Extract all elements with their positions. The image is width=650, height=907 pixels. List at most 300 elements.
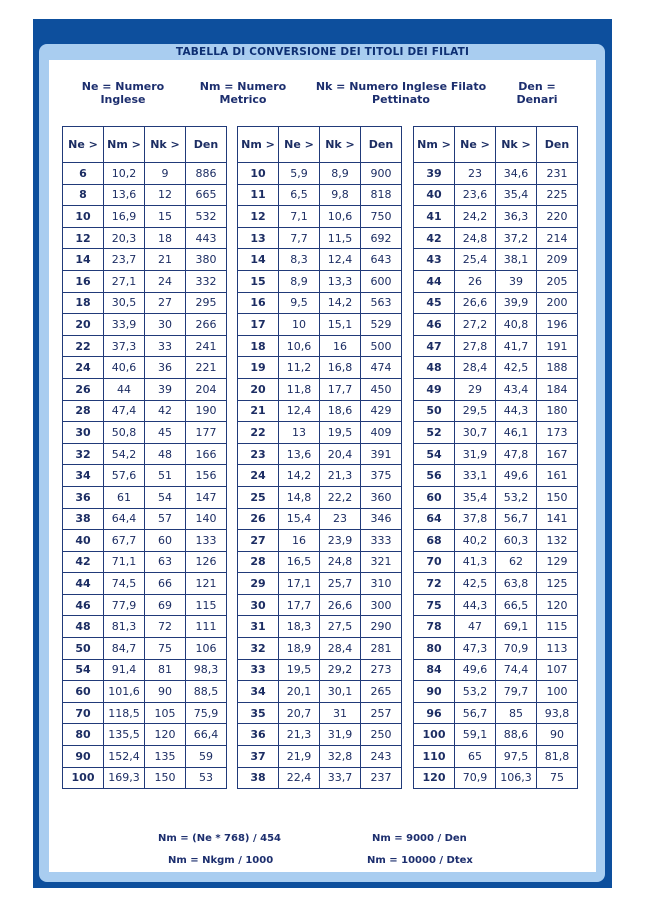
value-cell: 20,4 bbox=[320, 443, 361, 465]
value-cell: 27,1 bbox=[104, 270, 145, 292]
value-cell: 241 bbox=[186, 335, 227, 357]
value-cell: 90 bbox=[145, 681, 186, 703]
table-row bbox=[63, 378, 227, 400]
value-cell: 273 bbox=[361, 659, 402, 681]
key-cell: 26 bbox=[63, 378, 104, 400]
table-row bbox=[63, 767, 227, 789]
value-cell: 12,4 bbox=[279, 400, 320, 422]
table-row bbox=[238, 486, 402, 508]
value-cell: 69,1 bbox=[496, 616, 537, 638]
value-cell: 13,6 bbox=[279, 443, 320, 465]
value-cell: 62 bbox=[496, 551, 537, 573]
key-cell: 25 bbox=[238, 486, 279, 508]
table-row bbox=[238, 357, 402, 379]
table-row bbox=[63, 465, 227, 487]
value-cell: 295 bbox=[186, 292, 227, 314]
value-cell: 237 bbox=[361, 767, 402, 789]
value-cell: 156 bbox=[186, 465, 227, 487]
table-row bbox=[63, 314, 227, 336]
value-cell: 28,4 bbox=[320, 638, 361, 660]
value-cell: 750 bbox=[361, 206, 402, 228]
value-cell: 16,8 bbox=[320, 357, 361, 379]
value-cell: 310 bbox=[361, 573, 402, 595]
value-cell: 23,9 bbox=[320, 530, 361, 552]
key-cell: 45 bbox=[414, 292, 455, 314]
key-cell: 48 bbox=[414, 357, 455, 379]
key-cell: 15 bbox=[238, 270, 279, 292]
value-cell: 26 bbox=[455, 270, 496, 292]
table-row bbox=[63, 335, 227, 357]
value-cell: 56,7 bbox=[455, 702, 496, 724]
key-cell: 34 bbox=[63, 465, 104, 487]
key-cell: 24 bbox=[63, 357, 104, 379]
value-cell: 40,2 bbox=[455, 530, 496, 552]
key-cell: 24 bbox=[238, 465, 279, 487]
key-cell: 44 bbox=[63, 573, 104, 595]
value-cell: 8,9 bbox=[320, 163, 361, 185]
value-cell: 10,6 bbox=[320, 206, 361, 228]
value-cell: 39,9 bbox=[496, 292, 537, 314]
value-cell: 135 bbox=[145, 746, 186, 768]
value-cell: 17,7 bbox=[320, 378, 361, 400]
value-cell: 47,8 bbox=[496, 443, 537, 465]
value-cell: 7,7 bbox=[279, 227, 320, 249]
value-cell: 135,5 bbox=[104, 724, 145, 746]
value-cell: 106,3 bbox=[496, 767, 537, 789]
value-cell: 46,1 bbox=[496, 422, 537, 444]
key-cell: 22 bbox=[238, 422, 279, 444]
table-row bbox=[238, 206, 402, 228]
column-header: Ne > bbox=[455, 127, 496, 163]
key-cell: 6 bbox=[63, 163, 104, 185]
value-cell: 63,8 bbox=[496, 573, 537, 595]
key-cell: 50 bbox=[63, 638, 104, 660]
table-row bbox=[238, 184, 402, 206]
value-cell: 333 bbox=[361, 530, 402, 552]
value-cell: 221 bbox=[186, 357, 227, 379]
value-cell: 474 bbox=[361, 357, 402, 379]
value-cell: 118,5 bbox=[104, 702, 145, 724]
value-cell: 85 bbox=[496, 702, 537, 724]
column-header: Ne > bbox=[63, 127, 104, 163]
value-cell: 113 bbox=[537, 638, 578, 660]
formula-nkgm-to-nm: Nm = Nkgm / 1000 bbox=[168, 855, 274, 866]
key-cell: 14 bbox=[63, 249, 104, 271]
value-cell: 77,9 bbox=[104, 594, 145, 616]
table-row bbox=[238, 702, 402, 724]
value-cell: 225 bbox=[537, 184, 578, 206]
column-header: Nk > bbox=[496, 127, 537, 163]
table-row bbox=[414, 638, 578, 660]
value-cell: 88,5 bbox=[186, 681, 227, 703]
value-cell: 24,8 bbox=[455, 227, 496, 249]
table-row bbox=[63, 702, 227, 724]
key-cell: 40 bbox=[63, 530, 104, 552]
table-row bbox=[414, 249, 578, 271]
key-cell: 70 bbox=[414, 551, 455, 573]
value-cell: 20,1 bbox=[279, 681, 320, 703]
key-cell: 20 bbox=[63, 314, 104, 336]
value-cell: 250 bbox=[361, 724, 402, 746]
key-cell: 17 bbox=[238, 314, 279, 336]
value-cell: 31 bbox=[320, 702, 361, 724]
table-row bbox=[63, 594, 227, 616]
key-cell: 10 bbox=[238, 163, 279, 185]
value-cell: 36,3 bbox=[496, 206, 537, 228]
value-cell: 69 bbox=[145, 594, 186, 616]
key-cell: 36 bbox=[238, 724, 279, 746]
value-cell: 15 bbox=[145, 206, 186, 228]
value-cell: 23 bbox=[320, 508, 361, 530]
key-cell: 13 bbox=[238, 227, 279, 249]
value-cell: 31,9 bbox=[320, 724, 361, 746]
value-cell: 54 bbox=[145, 486, 186, 508]
table-row bbox=[414, 746, 578, 768]
value-cell: 380 bbox=[186, 249, 227, 271]
table-row bbox=[238, 249, 402, 271]
table-row bbox=[238, 746, 402, 768]
value-cell: 15,1 bbox=[320, 314, 361, 336]
table-row bbox=[414, 767, 578, 789]
value-cell: 49,6 bbox=[455, 659, 496, 681]
table-row bbox=[414, 270, 578, 292]
column-header: Nm > bbox=[238, 127, 279, 163]
value-cell: 44 bbox=[104, 378, 145, 400]
key-cell: 75 bbox=[414, 594, 455, 616]
key-cell: 31 bbox=[238, 616, 279, 638]
value-cell: 125 bbox=[537, 573, 578, 595]
value-cell: 188 bbox=[537, 357, 578, 379]
table-row bbox=[414, 594, 578, 616]
table-row bbox=[63, 422, 227, 444]
value-cell: 29,5 bbox=[455, 400, 496, 422]
value-cell: 169,3 bbox=[104, 767, 145, 789]
value-cell: 214 bbox=[537, 227, 578, 249]
key-cell: 64 bbox=[414, 508, 455, 530]
value-cell: 180 bbox=[537, 400, 578, 422]
table-row bbox=[414, 702, 578, 724]
value-cell: 429 bbox=[361, 400, 402, 422]
value-cell: 16 bbox=[320, 335, 361, 357]
value-cell: 191 bbox=[537, 335, 578, 357]
value-cell: 184 bbox=[537, 378, 578, 400]
table-row bbox=[63, 486, 227, 508]
key-cell: 60 bbox=[414, 486, 455, 508]
key-cell: 72 bbox=[414, 573, 455, 595]
key-cell: 42 bbox=[414, 227, 455, 249]
value-cell: 39 bbox=[496, 270, 537, 292]
key-cell: 80 bbox=[414, 638, 455, 660]
table-row bbox=[238, 573, 402, 595]
value-cell: 190 bbox=[186, 400, 227, 422]
value-cell: 16 bbox=[279, 530, 320, 552]
value-cell: 375 bbox=[361, 465, 402, 487]
column-header: Nk > bbox=[145, 127, 186, 163]
value-cell: 692 bbox=[361, 227, 402, 249]
value-cell: 33 bbox=[145, 335, 186, 357]
value-cell: 115 bbox=[186, 594, 227, 616]
column-header: Nk > bbox=[320, 127, 361, 163]
value-cell: 66,4 bbox=[186, 724, 227, 746]
table-row bbox=[238, 378, 402, 400]
column-header: Nm > bbox=[414, 127, 455, 163]
value-cell: 17,7 bbox=[279, 594, 320, 616]
value-cell: 150 bbox=[145, 767, 186, 789]
value-cell: 59 bbox=[186, 746, 227, 768]
value-cell: 13,3 bbox=[320, 270, 361, 292]
key-cell: 20 bbox=[238, 378, 279, 400]
key-cell: 35 bbox=[238, 702, 279, 724]
value-cell: 126 bbox=[186, 551, 227, 573]
value-cell: 44,3 bbox=[455, 594, 496, 616]
value-cell: 88,6 bbox=[496, 724, 537, 746]
value-cell: 18,3 bbox=[279, 616, 320, 638]
value-cell: 8,3 bbox=[279, 249, 320, 271]
value-cell: 243 bbox=[361, 746, 402, 768]
value-cell: 101,6 bbox=[104, 681, 145, 703]
value-cell: 26,6 bbox=[320, 594, 361, 616]
value-cell: 27 bbox=[145, 292, 186, 314]
key-cell: 16 bbox=[63, 270, 104, 292]
table-row bbox=[63, 292, 227, 314]
key-cell: 23 bbox=[238, 443, 279, 465]
key-cell: 12 bbox=[238, 206, 279, 228]
column-header: Den bbox=[361, 127, 402, 163]
value-cell: 19,5 bbox=[279, 659, 320, 681]
table-row bbox=[414, 227, 578, 249]
value-cell: 41,7 bbox=[496, 335, 537, 357]
key-cell: 41 bbox=[414, 206, 455, 228]
key-cell: 28 bbox=[63, 400, 104, 422]
value-cell: 41,3 bbox=[455, 551, 496, 573]
value-cell: 24 bbox=[145, 270, 186, 292]
value-cell: 106 bbox=[186, 638, 227, 660]
value-cell: 42,5 bbox=[496, 357, 537, 379]
key-cell: 96 bbox=[414, 702, 455, 724]
table-header-row bbox=[238, 127, 402, 163]
value-cell: 6,5 bbox=[279, 184, 320, 206]
value-cell: 209 bbox=[537, 249, 578, 271]
value-cell: 321 bbox=[361, 551, 402, 573]
table-row bbox=[238, 400, 402, 422]
value-cell: 900 bbox=[361, 163, 402, 185]
value-cell: 57,6 bbox=[104, 465, 145, 487]
value-cell: 30,5 bbox=[104, 292, 145, 314]
value-cell: 150 bbox=[537, 486, 578, 508]
table-row bbox=[63, 443, 227, 465]
key-cell: 32 bbox=[63, 443, 104, 465]
value-cell: 9,5 bbox=[279, 292, 320, 314]
value-cell: 9,8 bbox=[320, 184, 361, 206]
value-cell: 563 bbox=[361, 292, 402, 314]
table-row bbox=[63, 638, 227, 660]
table-row bbox=[63, 400, 227, 422]
value-cell: 97,5 bbox=[496, 746, 537, 768]
value-cell: 105 bbox=[145, 702, 186, 724]
table-row bbox=[414, 400, 578, 422]
table-row bbox=[414, 508, 578, 530]
value-cell: 20,3 bbox=[104, 227, 145, 249]
value-cell: 818 bbox=[361, 184, 402, 206]
key-cell: 29 bbox=[238, 573, 279, 595]
value-cell: 17,1 bbox=[279, 573, 320, 595]
value-cell: 81 bbox=[145, 659, 186, 681]
key-cell: 38 bbox=[238, 767, 279, 789]
value-cell: 7,1 bbox=[279, 206, 320, 228]
table-row bbox=[414, 335, 578, 357]
value-cell: 90 bbox=[537, 724, 578, 746]
value-cell: 15,4 bbox=[279, 508, 320, 530]
legend-ne: Ne = Numero Inglese bbox=[81, 80, 165, 106]
key-cell: 48 bbox=[63, 616, 104, 638]
key-cell: 54 bbox=[414, 443, 455, 465]
value-cell: 121 bbox=[186, 573, 227, 595]
table-row bbox=[414, 465, 578, 487]
value-cell: 140 bbox=[186, 508, 227, 530]
key-cell: 14 bbox=[238, 249, 279, 271]
table-row bbox=[414, 486, 578, 508]
value-cell: 11,5 bbox=[320, 227, 361, 249]
key-cell: 32 bbox=[238, 638, 279, 660]
value-cell: 391 bbox=[361, 443, 402, 465]
key-cell: 11 bbox=[238, 184, 279, 206]
value-cell: 22,2 bbox=[320, 486, 361, 508]
value-cell: 25,7 bbox=[320, 573, 361, 595]
table-row bbox=[238, 638, 402, 660]
value-cell: 100 bbox=[537, 681, 578, 703]
table-row bbox=[414, 681, 578, 703]
table-row bbox=[63, 163, 227, 185]
key-cell: 90 bbox=[63, 746, 104, 768]
value-cell: 129 bbox=[537, 551, 578, 573]
value-cell: 33,7 bbox=[320, 767, 361, 789]
key-cell: 100 bbox=[414, 724, 455, 746]
value-cell: 39 bbox=[145, 378, 186, 400]
value-cell: 10,6 bbox=[279, 335, 320, 357]
key-cell: 68 bbox=[414, 530, 455, 552]
value-cell: 24,8 bbox=[320, 551, 361, 573]
value-cell: 281 bbox=[361, 638, 402, 660]
table-header-row bbox=[414, 127, 578, 163]
value-cell: 30,7 bbox=[455, 422, 496, 444]
value-cell: 28,4 bbox=[455, 357, 496, 379]
value-cell: 66,5 bbox=[496, 594, 537, 616]
key-cell: 70 bbox=[63, 702, 104, 724]
value-cell: 74,4 bbox=[496, 659, 537, 681]
table-row bbox=[414, 659, 578, 681]
key-cell: 22 bbox=[63, 335, 104, 357]
value-cell: 443 bbox=[186, 227, 227, 249]
key-cell: 33 bbox=[238, 659, 279, 681]
key-cell: 120 bbox=[414, 767, 455, 789]
value-cell: 56,7 bbox=[496, 508, 537, 530]
value-cell: 22,4 bbox=[279, 767, 320, 789]
table-row bbox=[63, 530, 227, 552]
formula-den-to-nm: Nm = 9000 / Den bbox=[372, 833, 467, 844]
key-cell: 40 bbox=[414, 184, 455, 206]
table-row bbox=[414, 292, 578, 314]
table-row bbox=[63, 573, 227, 595]
value-cell: 141 bbox=[537, 508, 578, 530]
value-cell: 33,1 bbox=[455, 465, 496, 487]
value-cell: 23,6 bbox=[455, 184, 496, 206]
value-cell: 37,8 bbox=[455, 508, 496, 530]
value-cell: 409 bbox=[361, 422, 402, 444]
value-cell: 120 bbox=[145, 724, 186, 746]
value-cell: 10 bbox=[279, 314, 320, 336]
value-cell: 27,5 bbox=[320, 616, 361, 638]
value-cell: 161 bbox=[537, 465, 578, 487]
key-cell: 90 bbox=[414, 681, 455, 703]
table-row bbox=[238, 422, 402, 444]
value-cell: 266 bbox=[186, 314, 227, 336]
value-cell: 231 bbox=[537, 163, 578, 185]
value-cell: 63 bbox=[145, 551, 186, 573]
value-cell: 10,2 bbox=[104, 163, 145, 185]
key-cell: 18 bbox=[238, 335, 279, 357]
value-cell: 13 bbox=[279, 422, 320, 444]
table-row bbox=[238, 270, 402, 292]
value-cell: 665 bbox=[186, 184, 227, 206]
value-cell: 75,9 bbox=[186, 702, 227, 724]
value-cell: 132 bbox=[537, 530, 578, 552]
table-row bbox=[238, 616, 402, 638]
key-cell: 30 bbox=[63, 422, 104, 444]
value-cell: 529 bbox=[361, 314, 402, 336]
value-cell: 27,2 bbox=[455, 314, 496, 336]
key-cell: 34 bbox=[238, 681, 279, 703]
column-header: Den bbox=[186, 127, 227, 163]
table-row bbox=[238, 314, 402, 336]
value-cell: 500 bbox=[361, 335, 402, 357]
column-header: Den bbox=[537, 127, 578, 163]
value-cell: 30,1 bbox=[320, 681, 361, 703]
value-cell: 53,2 bbox=[455, 681, 496, 703]
value-cell: 42 bbox=[145, 400, 186, 422]
value-cell: 120 bbox=[537, 594, 578, 616]
value-cell: 60,3 bbox=[496, 530, 537, 552]
value-cell: 53,2 bbox=[496, 486, 537, 508]
value-cell: 44,3 bbox=[496, 400, 537, 422]
value-cell: 30 bbox=[145, 314, 186, 336]
value-cell: 111 bbox=[186, 616, 227, 638]
key-cell: 44 bbox=[414, 270, 455, 292]
key-cell: 60 bbox=[63, 681, 104, 703]
value-cell: 23 bbox=[455, 163, 496, 185]
page-title: TABELLA DI CONVERSIONE DEI TITOLI DEI FILATI bbox=[175, 46, 470, 58]
table-row bbox=[63, 227, 227, 249]
key-cell: 43 bbox=[414, 249, 455, 271]
table-row bbox=[63, 184, 227, 206]
table-row bbox=[414, 206, 578, 228]
table-row bbox=[63, 616, 227, 638]
value-cell: 643 bbox=[361, 249, 402, 271]
table-row bbox=[414, 724, 578, 746]
value-cell: 57 bbox=[145, 508, 186, 530]
value-cell: 53 bbox=[186, 767, 227, 789]
value-cell: 532 bbox=[186, 206, 227, 228]
value-cell: 36 bbox=[145, 357, 186, 379]
value-cell: 14,2 bbox=[320, 292, 361, 314]
value-cell: 70,9 bbox=[455, 767, 496, 789]
table-row bbox=[414, 530, 578, 552]
value-cell: 81,3 bbox=[104, 616, 145, 638]
value-cell: 265 bbox=[361, 681, 402, 703]
value-cell: 40,6 bbox=[104, 357, 145, 379]
value-cell: 45 bbox=[145, 422, 186, 444]
conversion-table-nm-2 bbox=[413, 126, 578, 789]
value-cell: 20,7 bbox=[279, 702, 320, 724]
